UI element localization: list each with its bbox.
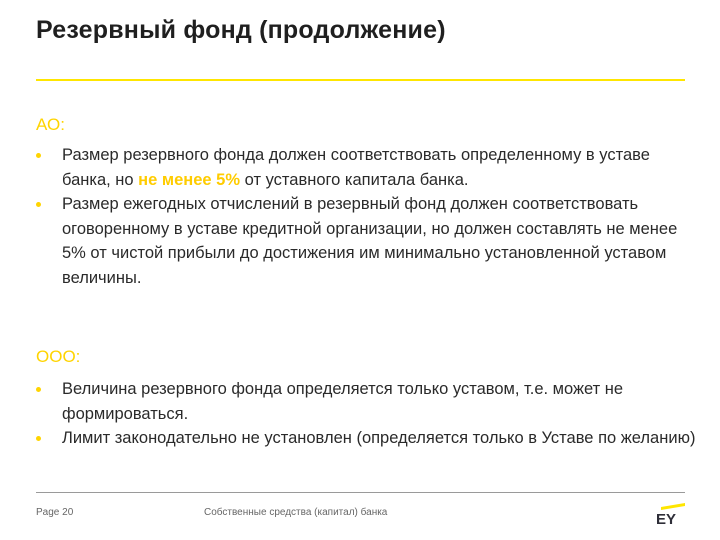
- bullet-list-ooo: [36, 377, 696, 451]
- list-item: [36, 192, 696, 290]
- title-divider: [36, 79, 685, 81]
- bullet-list-ao: [36, 143, 696, 290]
- bullet-icon: [36, 387, 41, 392]
- ey-logo-icon: [655, 503, 687, 525]
- bullet-text: Размер ежегодных отчислений в резервный фонд должен соответствовать оговоренному в уставе кредитной организации, но должен составлять не менее 5% от чистой прибыли до достижения им минимально установленной уставом величины.: [62, 195, 678, 287]
- bullet-icon: [36, 202, 41, 207]
- list-item: [36, 377, 696, 426]
- highlight-text: не менее 5%: [138, 170, 241, 189]
- bullet-text: Размер резервного фонда должен соответствовать определенному в уставе банка, но: [62, 146, 650, 189]
- bullet-icon: [36, 153, 41, 158]
- list-item: [36, 143, 696, 192]
- slide-title: Резервный фонд (продолжение): [36, 16, 446, 44]
- footer-divider: [36, 492, 685, 493]
- bullet-text: Лимит законодательно не установлен (определяется только в Уставе по желанию): [62, 429, 696, 447]
- bullet-icon: [36, 436, 41, 441]
- logo-text: EY: [656, 511, 677, 525]
- list-item: [36, 426, 696, 451]
- section-heading-ao: АО:: [36, 115, 65, 134]
- bullet-text: Величина резервного фонда определяется только уставом, т.е. может не формироваться.: [62, 380, 624, 423]
- bullet-text: от уставного капитала банка.: [240, 170, 469, 189]
- ey-logo: [655, 503, 687, 525]
- section-heading-ooo: ООО:: [36, 347, 81, 366]
- page-number: Page 20: [36, 507, 74, 518]
- footer-subject: Собственные средства (капитал) банка: [204, 507, 388, 518]
